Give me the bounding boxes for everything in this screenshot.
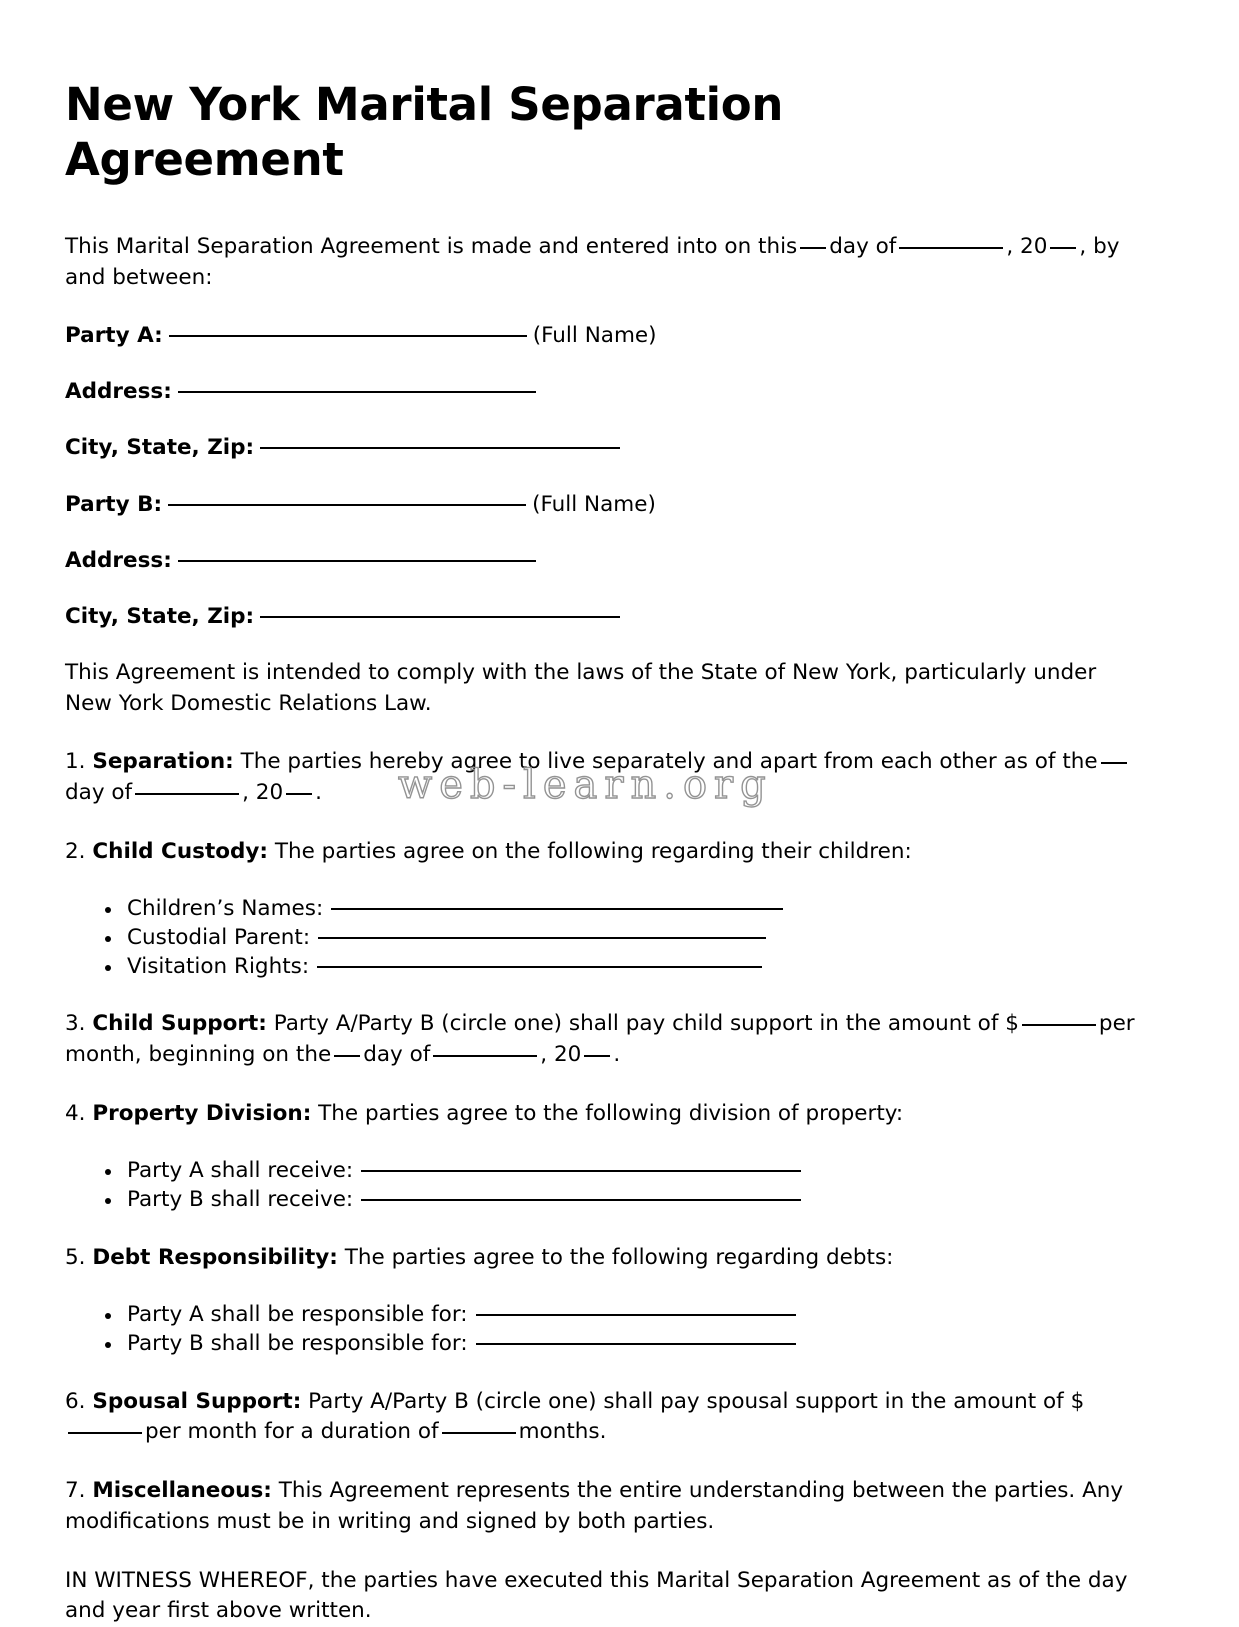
party-a-debt-blank[interactable] — [476, 1314, 796, 1316]
list-item — [103, 953, 1139, 982]
clause-3-number: 3. — [65, 1011, 86, 1037]
clause-1-body-4: . — [315, 780, 322, 806]
clause-1-month-blank[interactable] — [135, 793, 239, 795]
clause-3-body-2: per month, beginning on the — [65, 1011, 1135, 1067]
party-b-city-label: City, State, Zip: — [65, 603, 255, 629]
clause-6-spousal-support — [65, 1387, 1137, 1448]
clause-3-year-blank[interactable] — [584, 1055, 610, 1057]
intro-text-part3: , 20 — [1006, 233, 1048, 259]
clause-4-property-division — [65, 1099, 1137, 1130]
party-b-hint: (Full Name) — [532, 491, 656, 517]
children-names-blank[interactable] — [331, 908, 783, 910]
party-b-address-blank[interactable] — [178, 560, 536, 562]
clause-2-heading: Child Custody: — [92, 838, 268, 864]
field-party-a — [65, 321, 1139, 351]
list-item — [103, 1301, 1139, 1330]
clause-4-list — [65, 1157, 1139, 1214]
list-item — [103, 1157, 1139, 1186]
field-party-a-address — [65, 377, 1139, 407]
clause-1-day-blank[interactable] — [1101, 762, 1127, 764]
field-party-b — [65, 490, 1139, 520]
clause-3-amount-blank[interactable] — [1022, 1024, 1096, 1026]
party-b-debt-label: Party B shall be responsible for: — [127, 1330, 468, 1356]
clause-3-body-5: . — [613, 1042, 621, 1067]
custodial-parent-label: Custodial Parent: — [127, 925, 311, 951]
party-b-receive-label: Party B shall receive: — [127, 1187, 354, 1213]
clause-5-body: The parties agree to the following regarding debts: — [344, 1244, 894, 1270]
clause-4-body: The parties agree to the following division of property: — [318, 1100, 904, 1126]
party-b-debt-blank[interactable] — [476, 1343, 796, 1345]
clause-3-child-support — [65, 1009, 1137, 1070]
clause-6-body-1: Party A/Party B (circle one) shall pay spousal support in the amount of $ — [308, 1388, 1085, 1414]
clause-3-body-4: , 20 — [540, 1042, 582, 1067]
clause-7-heading: Miscellaneous: — [92, 1478, 272, 1504]
clause-5-debt-responsibility — [65, 1243, 1137, 1274]
clause-7-number: 7. — [65, 1478, 86, 1504]
clause-4-heading: Property Division: — [92, 1100, 312, 1126]
clause-2-body: The parties agree on the following regarding their children: — [274, 838, 912, 864]
clause-1-heading: Separation: — [92, 749, 234, 775]
closing-paragraph: IN WITNESS WHEREOF, the parties have executed this Marital Separation Agreement as of the day and year first above written. — [65, 1567, 1128, 1624]
watermark: web-learn.org — [398, 762, 773, 808]
clause-3-body-3: day of — [363, 1042, 431, 1067]
list-item — [103, 895, 1139, 924]
clause-7-body: This Agreement represents the entire understanding between the parties. Any modifications must be in writing and signed by both parties. — [65, 1478, 1124, 1534]
intro-text-part2: day of — [829, 233, 897, 259]
party-a-address-label: Address: — [65, 379, 172, 405]
party-a-receive-blank[interactable] — [361, 1170, 801, 1172]
clause-6-number: 6. — [65, 1388, 86, 1414]
page-title: New York Marital Separation Agreement — [65, 78, 784, 186]
party-b-address-label: Address: — [65, 547, 172, 573]
list-item — [103, 1186, 1139, 1215]
party-a-hint: (Full Name) — [532, 323, 657, 349]
clause-1-separation — [65, 747, 1137, 808]
party-a-label: Party A: — [65, 323, 163, 349]
intro-paragraph — [65, 232, 1137, 293]
clause-2-number: 2. — [65, 838, 86, 864]
intro-year-blank — [1050, 247, 1076, 249]
clause-6-amount-blank[interactable] — [68, 1432, 142, 1434]
party-a-address-blank[interactable] — [178, 391, 536, 393]
clause-6-duration-blank[interactable] — [442, 1432, 516, 1434]
field-party-a-city — [65, 433, 1139, 463]
intro-day-blank — [800, 247, 826, 249]
clause-6-heading: Spousal Support: — [92, 1388, 302, 1414]
clause-5-list — [65, 1301, 1139, 1358]
party-b-label: Party B: — [65, 491, 163, 517]
party-b-city-blank[interactable] — [260, 616, 620, 618]
children-names-label: Children’s Names: — [127, 896, 324, 922]
list-item — [103, 924, 1139, 953]
compliance-paragraph: This Agreement is intended to comply with the laws of the State of New York, particularly under New York Domestic Relations Law. — [65, 659, 1097, 716]
clause-3-month-blank[interactable] — [433, 1055, 537, 1057]
party-a-receive-label: Party A shall receive: — [127, 1158, 354, 1184]
clause-6-body-2: per month for a duration of — [145, 1419, 439, 1445]
intro-text-part4: , by and between: — [65, 233, 1120, 290]
clause-1-year-blank[interactable] — [286, 793, 312, 795]
clause-3-heading: Child Support: — [92, 1011, 267, 1037]
field-party-b-address — [65, 546, 1139, 576]
clause-1-body-1: The parties hereby agree to live separately and apart from each other as of the — [240, 749, 1098, 775]
list-item — [103, 1330, 1139, 1359]
field-party-b-city — [65, 602, 1139, 632]
clause-7-miscellaneous — [65, 1476, 1137, 1537]
clause-1-body-3: , 20 — [242, 780, 284, 806]
intro-month-blank — [899, 247, 1003, 249]
visitation-rights-blank[interactable] — [317, 966, 762, 968]
clause-1-body-2: day of — [65, 780, 133, 806]
visitation-rights-label: Visitation Rights: — [127, 953, 310, 979]
intro-text-part1: This Marital Separation Agreement is made and entered into on this — [65, 233, 798, 259]
clause-3-day-blank[interactable] — [334, 1055, 360, 1057]
clause-5-heading: Debt Responsibility: — [92, 1244, 338, 1270]
clause-2-list — [65, 895, 1139, 981]
clause-1-number: 1. — [65, 749, 86, 775]
party-b-name-blank[interactable] — [168, 504, 526, 506]
custodial-parent-blank[interactable] — [318, 937, 766, 939]
clause-6-body-3: months. — [518, 1419, 607, 1445]
clause-3-body-1: Party A/Party B (circle one) shall pay child support in the amount of $ — [273, 1011, 1019, 1037]
clause-2-child-custody — [65, 837, 1137, 868]
party-a-city-label: City, State, Zip: — [65, 435, 255, 461]
party-a-name-blank[interactable] — [169, 335, 527, 337]
clause-4-number: 4. — [65, 1100, 86, 1126]
party-a-city-blank[interactable] — [260, 447, 620, 449]
party-a-debt-label: Party A shall be responsible for: — [127, 1302, 468, 1328]
party-b-receive-blank[interactable] — [361, 1199, 801, 1201]
clause-5-number: 5. — [65, 1244, 86, 1270]
